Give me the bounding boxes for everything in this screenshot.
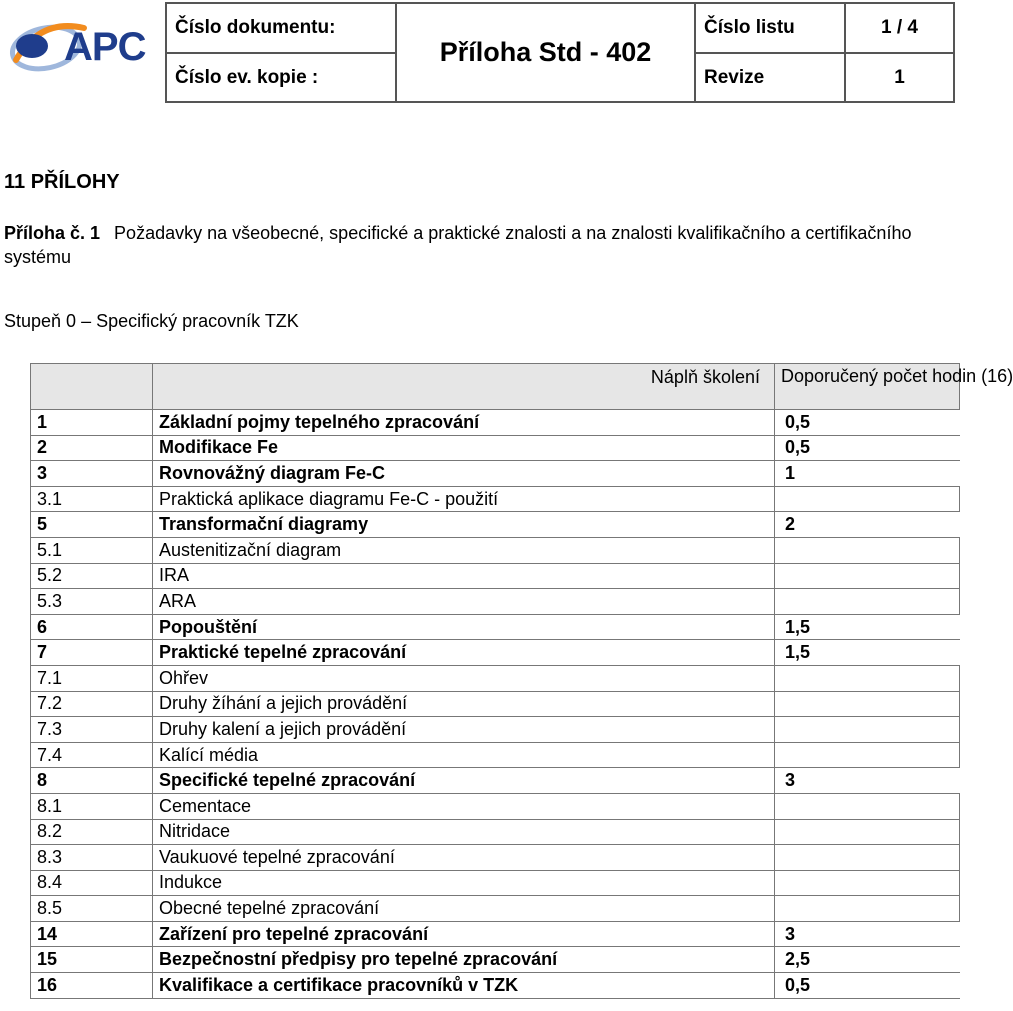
row-topic: Modifikace Fe [153,435,775,461]
row-number: 7.1 [31,665,153,691]
row-hours [775,845,960,871]
table-header-row [31,364,960,410]
row-topic: Praktická aplikace diagramu Fe-C - použití [153,486,775,512]
row-number: 16 [31,973,153,999]
table-row [31,973,960,999]
row-number: 8.1 [31,793,153,819]
table-row [31,793,960,819]
row-topic: Praktické tepelné zpracování [153,640,775,666]
row-topic: Bezpečnostní předpisy pro tepelné zpracování [153,947,775,973]
row-number: 15 [31,947,153,973]
row-hours: 2,5 [775,947,960,973]
row-number: 7.3 [31,717,153,743]
table-row [31,947,960,973]
document-title: Příloha Std - 402 [396,3,695,102]
row-topic: Druhy kalení a jejich provádění [153,717,775,743]
doc-number-label: Číslo dokumentu: [166,3,396,53]
table-row [31,870,960,896]
copy-number-label: Číslo ev. kopie : [166,53,396,102]
sheet-value: 1 / 4 [845,3,954,53]
row-hours [775,589,960,615]
row-topic: Transformační diagramy [153,512,775,538]
row-hours [775,717,960,743]
table-row [31,768,960,794]
table-body [31,410,960,999]
table-row [31,486,960,512]
table-row [31,563,960,589]
row-hours [775,537,960,563]
row-hours [775,486,960,512]
row-hours [775,742,960,768]
table-row [31,742,960,768]
row-number: 8.5 [31,896,153,922]
annex-label: Příloha č. 1 [4,223,101,243]
row-number: 3 [31,461,153,487]
table-row [31,921,960,947]
row-number: 3.1 [31,486,153,512]
row-topic: Zařízení pro tepelné zpracování [153,921,775,947]
training-table [30,363,1013,999]
table-row [31,512,960,538]
row-number: 5 [31,512,153,538]
row-hours: 0,5 [775,410,960,436]
row-number: 6 [31,614,153,640]
row-number: 5.3 [31,589,153,615]
logo-text: APC [64,25,146,69]
row-number: 14 [31,921,153,947]
row-topic: Rovnovážný diagram Fe-C [153,461,775,487]
row-number: 8.3 [31,845,153,871]
company-logo [6,14,156,74]
sheet-label: Číslo listu [695,3,845,53]
row-number: 5.1 [31,537,153,563]
row-hours [775,819,960,845]
row-topic: Vaukuové tepelné zpracování [153,845,775,871]
row-topic: Specifické tepelné zpracování [153,768,775,794]
row-number: 8.2 [31,819,153,845]
row-hours [775,793,960,819]
document-header [165,2,955,103]
row-number: 7 [31,640,153,666]
annex-description [4,221,956,269]
row-topic: Nitridace [153,819,775,845]
revision-label: Revize [695,53,845,102]
header-hours: Doporučený počet hodin (16) [775,364,960,410]
table-row [31,665,960,691]
row-hours [775,563,960,589]
row-hours [775,870,960,896]
row-hours: 0,5 [775,973,960,999]
row-topic: Indukce [153,870,775,896]
row-topic: Popouštění [153,614,775,640]
table-row [31,537,960,563]
row-number: 8.4 [31,870,153,896]
table-row [31,691,960,717]
table-row [31,845,960,871]
row-number: 8 [31,768,153,794]
row-hours [775,665,960,691]
row-topic: Druhy žíhání a jejich provádění [153,691,775,717]
table-row [31,640,960,666]
table-row [31,614,960,640]
row-hours: 3 [775,768,960,794]
row-hours: 1 [775,461,960,487]
row-number: 5.2 [31,563,153,589]
grade-title: Stupeň 0 – Specifický pracovník TZK [4,311,299,331]
row-number: 1 [31,410,153,436]
row-number: 2 [31,435,153,461]
row-hours [775,691,960,717]
annex-text: Požadavky na všeobecné, specifické a praktické znalosti a na znalosti kvalifikačního a certifikačního systému [4,223,912,267]
row-topic: Austenitizační diagram [153,537,775,563]
row-hours: 2 [775,512,960,538]
row-topic: Kalící média [153,742,775,768]
table-row [31,461,960,487]
row-topic: Ohřev [153,665,775,691]
row-number: 7.4 [31,742,153,768]
section-title: 11 PŘÍLOHY [4,171,120,193]
table-row [31,717,960,743]
row-topic: IRA [153,563,775,589]
table-row [31,896,960,922]
row-topic: ARA [153,589,775,615]
table-row [31,819,960,845]
table-row [31,589,960,615]
row-hours: 1,5 [775,640,960,666]
row-topic: Kvalifikace a certifikace pracovníků v TZK [153,973,775,999]
table-row [31,410,960,436]
row-hours: 3 [775,921,960,947]
row-topic: Cementace [153,793,775,819]
row-topic: Základní pojmy tepelného zpracování [153,410,775,436]
row-hours: 0,5 [775,435,960,461]
table-row [31,435,960,461]
row-topic: Obecné tepelné zpracování [153,896,775,922]
revision-value: 1 [845,53,954,102]
row-number: 7.2 [31,691,153,717]
row-hours: 1,5 [775,614,960,640]
header-number-cell [31,364,153,410]
row-hours [775,896,960,922]
header-content: Náplň školení [153,364,775,410]
